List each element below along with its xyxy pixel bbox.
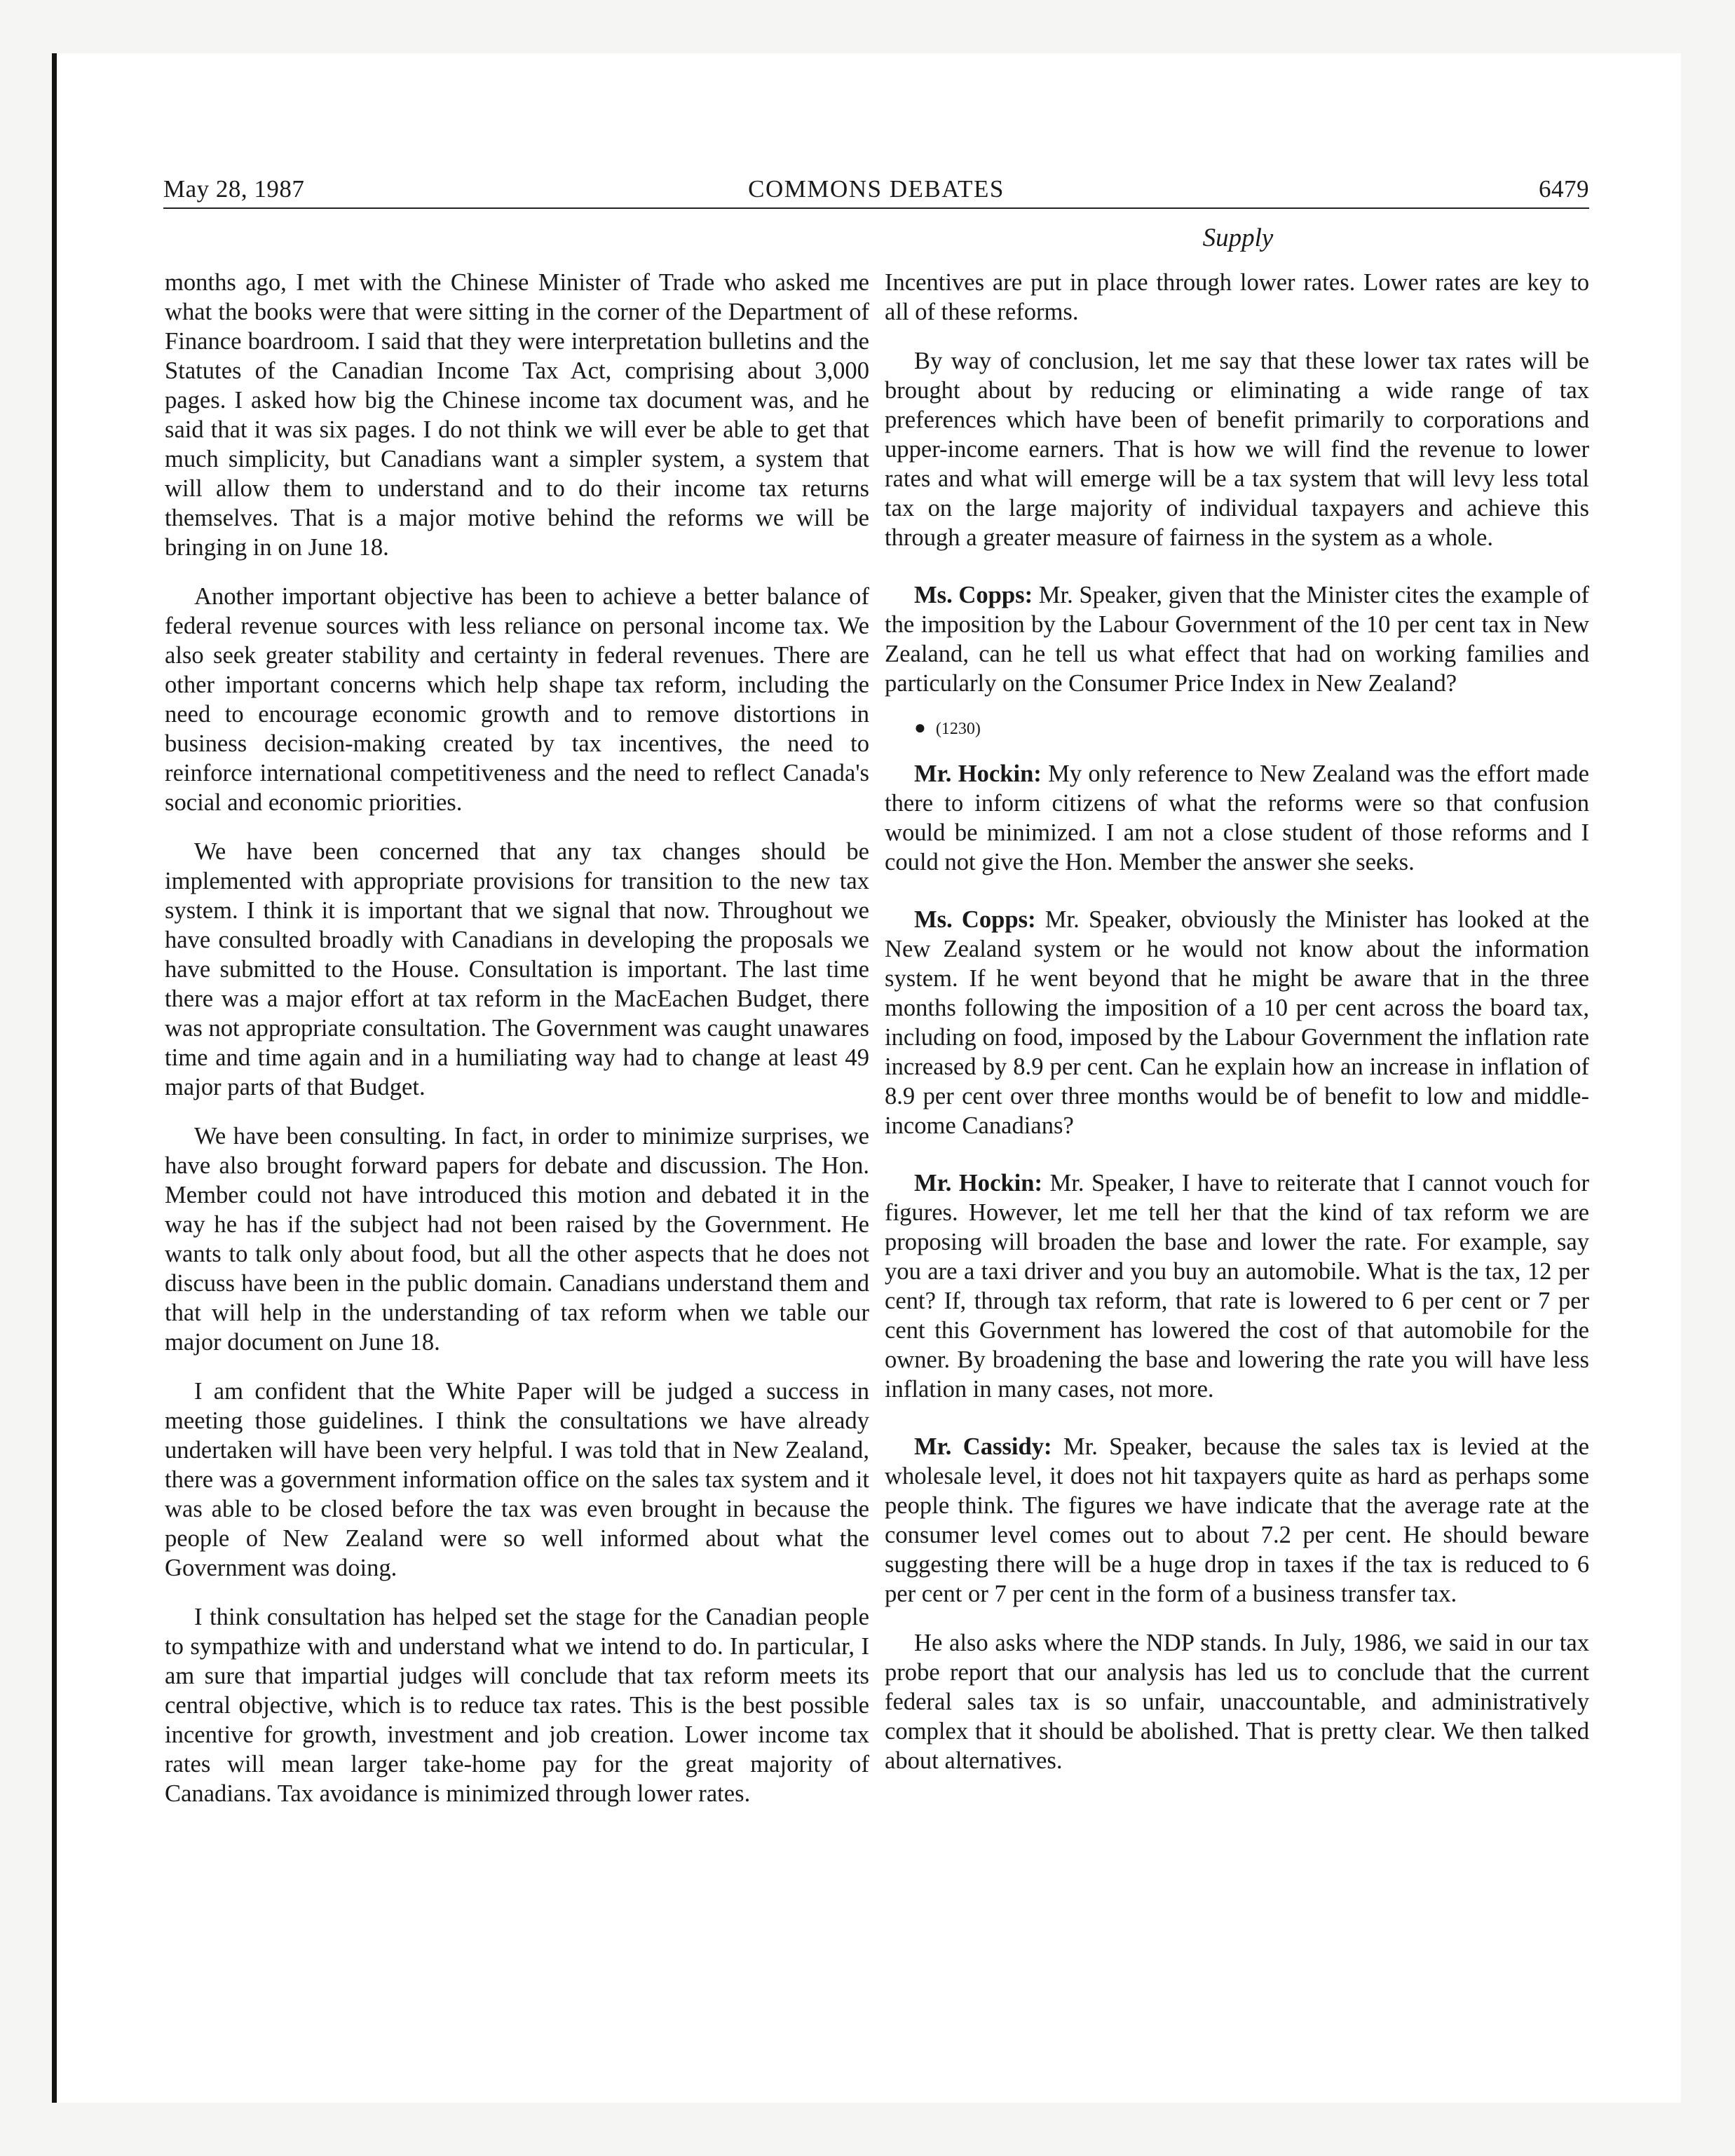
paragraph: Incentives are put in place through lower rates. Lower rates are key to all of these reforms. (885, 269, 1589, 325)
speaker-name: Ms. Copps: (914, 906, 1036, 933)
speech-text: Mr. Speaker, because the sales tax is levied at the wholesale level, it does not hit taxpayers quite as hard as perhaps some people think. The figures we have indicate that the average rate at the consumer level comes out to about 7.2 per cent. He should beware suggesting there will be a huge drop in taxes if the tax is reduced to 6 per cent or 7 per cent in the form of a business transfer tax. (885, 1433, 1589, 1607)
speech-text: Mr. Speaker, obviously the Minister has looked at the New Zealand system or he would not know about the information system. If he went beyond that he might be aware that in the three months following the imposition of a 10 per cent across the board tax, including on food, imposed by the Labour Government the inflation rate increased by 8.9 per cent. Can he explain how an increase in inflation of 8.9 per cent over three months would be of benefit to low and middle-income Canadians? (885, 906, 1589, 1139)
paragraph: Another important objective has been to achieve a better balance of federal revenue sources with less reliance on personal income tax. We also seek greater stability and certainty in federal revenues. There are other important concerns which help shape tax reform, including the need to encourage economic growth and to remove distortions in business decision-making created by tax incentives, the need to reinforce international competitiveness and the need to reflect Canada's social and economic priorities. (165, 583, 869, 816)
speech-hockin (885, 1168, 1589, 1404)
right-column (885, 268, 1589, 1795)
speaker-name: Ms. Copps: (914, 582, 1033, 608)
running-head (163, 171, 1589, 207)
paragraph: We have been concerned that any tax changes should be implemented with appropriate provisions for transition to the new tax system. I think it is important that we signal that now. Throughout we have consulted broadly with Canadians in developing the proposals we have submitted to the House. Consultation is important. The last time there was a major effort at tax reform in the MacEachen Budget, there was not appropriate consultation. The Government was caught unawares time and time again and in a humiliating way had to change at least 49 major parts of that Budget. (165, 838, 869, 1100)
paragraph: I think consultation has helped set the stage for the Canadian people to sympathize with and understand what we intend to do. In particular, I am sure that impartial judges will conclude that tax reform meets its central objective, which is to reduce tax rates. This is the best possible incentive for growth, investment and job creation. Lower income tax rates will mean larger take-home pay for the great majority of Canadians. Tax avoidance is minimized through lower rates. (165, 1604, 869, 1807)
time-marker (885, 718, 1589, 739)
paragraph: He also asks where the NDP stands. In July, 1986, we said in our tax probe report that our analysis has led us to conclude that the current federal sales tax is so unfair, unaccountable, and administratively complex that it should be abolished. That is pretty clear. We then talked about alternatives. (885, 1630, 1589, 1774)
speech-copps (885, 905, 1589, 1140)
paragraph: I am confident that the White Paper will be judged a success in meeting those guidelines. I think the consultations we have already undertaken will have been very helpful. I was told that in New Zealand, there was a government information office on the sales tax system and it was able to be closed before the tax was even brought in because the people of New Zealand were so well informed about what the Government was doing. (165, 1378, 869, 1581)
speech-hockin (885, 759, 1589, 877)
speech-copps (885, 580, 1589, 698)
scan-edge (52, 53, 57, 2103)
time-marker-label: (1230) (935, 720, 981, 738)
section-title: Supply (1202, 224, 1274, 252)
paragraph: By way of conclusion, let me say that these lower tax rates will be brought about by reducing or eliminating a wide range of tax preferences which have been of benefit primarily to corporations and upper-income earners. That is how we will find the revenue to lower rates and what will emerge will be a tax system that will levy less total tax on the large majority of individual taxpayers and achieve this through a greater measure of fairness in the system as a whole. (885, 348, 1589, 551)
paragraph: months ago, I met with the Chinese Minister of Trade who asked me what the books were that were sitting in the corner of the Department of Finance boardroom. I said that they were interpretation bulletins and the Statutes of the Canadian Income Tax Act, comprising about 3,000 pages. I asked how big the Chinese income tax document was, and he said that it was six pages. I do not think we will ever be able to get that much simplicity, but Canadians want a simpler system, a system that will allow them to understand and to do their income tax returns themselves. That is a major motive behind the reforms we will be bringing in on June 18. (165, 269, 869, 561)
speaker-name: Mr. Hockin: (914, 760, 1042, 787)
header-date: May 28, 1987 (163, 175, 305, 203)
header-rule (163, 207, 1589, 209)
speaker-name: Mr. Cassidy: (914, 1433, 1052, 1460)
paragraph: We have been consulting. In fact, in order to minimize surprises, we have also brought forward papers for debate and discussion. The Hon. Member could not have introduced this motion and debated it in the way he has if the subject had not been raised by the Government. He wants to talk only about food, but all the other aspects that he does not discuss have been in the public domain. Canadians understand them and that will help in the understanding of tax reform when we table our major document on June 18. (165, 1123, 869, 1356)
speech-text: My only reference to New Zealand was the effort made there to inform citizens of what the reforms were so that confusion would be minimized. I am not a close student of those reforms and I could not give the Hon. Member the answer she seeks. (885, 760, 1589, 875)
left-column (165, 268, 869, 1828)
speech-text: Mr. Speaker, given that the Minister cites the example of the imposition by the Labour Government of the 10 per cent tax in New Zealand, can he tell us what effect that had on working families and particularly on the Consumer Price Index in New Zealand? (885, 582, 1590, 697)
speech-cassidy (885, 1432, 1589, 1609)
header-journal-title: COMMONS DEBATES (748, 175, 1005, 203)
speech-text: Mr. Speaker, I have to reiterate that I cannot vouch for figures. However, let me tell her that the kind of tax reform we are proposing will broaden the base and lower the rate. For example, say you are a taxi driver and you buy an automobile. What is the tax, 12 per cent? If, through tax reform, that rate is lowered to 6 per cent or 7 per cent this Government has lowered the cost of that automobile for the owner. By broadening the base and lowering the rate you will have less inflation in many cases, not more. (885, 1170, 1589, 1403)
bullet-icon: ● (914, 717, 926, 739)
speaker-name: Mr. Hockin: (914, 1170, 1043, 1196)
header-page-number: 6479 (1539, 175, 1589, 203)
